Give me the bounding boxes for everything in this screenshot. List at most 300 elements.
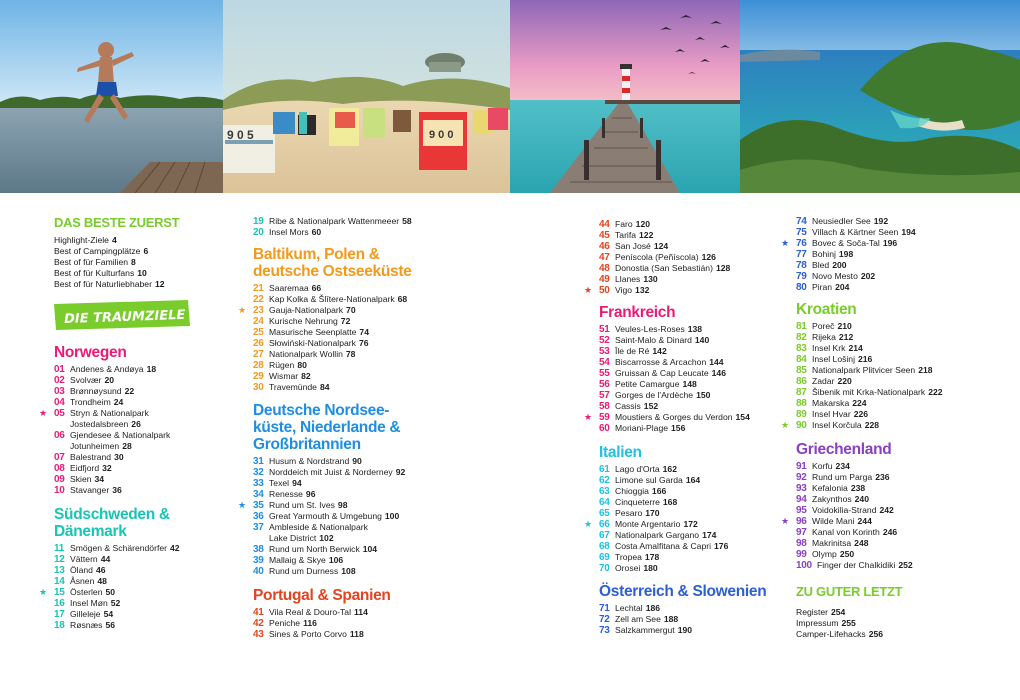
toc-entry: [599, 475, 779, 486]
toc-entry-title: Piran: [812, 282, 833, 292]
toc-entry-page: 28: [122, 441, 132, 452]
toc-entry-page: 210: [837, 321, 852, 332]
toc-entry: [253, 607, 463, 618]
toc-entry-page: 216: [858, 354, 873, 365]
toc-entry-page: 255: [841, 618, 856, 629]
portugal-list-continued: [584, 219, 779, 296]
toc-entry-title: Makrinitsa: [812, 538, 852, 549]
toc-entry-number: 57: [599, 390, 610, 402]
toc-entry-title: Insel Krk: [812, 343, 846, 354]
toc-entry-number: 02: [54, 375, 65, 387]
toc-entry: [54, 397, 229, 408]
toc-entry-title: Saint-Malo & Dinard: [615, 335, 692, 346]
toc-entry: [253, 349, 463, 360]
toc-entry-page: 196: [882, 238, 898, 248]
toc-entry: [599, 252, 779, 263]
toc-entry-title: Monte Argentario: [615, 519, 681, 530]
toc-entry: [54, 386, 229, 397]
toc-entry-page: 84: [319, 382, 330, 393]
toc-entry-page: 44: [100, 554, 111, 565]
toc-entry: [796, 494, 1001, 505]
toc-entry: [796, 472, 1001, 483]
toc-entry-number: 46: [599, 241, 610, 252]
toc-entry: [796, 398, 1001, 409]
toc-entry: [796, 483, 1001, 494]
toc-entry-page: 228: [864, 420, 880, 431]
toc-entry-number: 73: [599, 625, 610, 637]
toc-entry-number: 41: [253, 607, 264, 619]
toc-entry-title: Wismar: [269, 371, 299, 382]
toc-entry-title: Zadar: [812, 376, 835, 387]
toc-entry-title: Balestrand: [70, 452, 112, 463]
toc-entry: [253, 338, 463, 349]
toc-entry-page: 128: [715, 263, 731, 273]
toc-entry-title: Neusiedler See: [812, 216, 871, 226]
toc-entry-page: 168: [662, 497, 678, 508]
toc-entry: [796, 629, 1001, 640]
toc-entry-page: 192: [873, 216, 889, 226]
toc-entry-title: Šibenik mit Krka-Nationalpark: [812, 387, 926, 398]
toc-entry-page: 138: [687, 324, 703, 335]
toc-entry-page: 174: [702, 530, 717, 541]
toc-entry-page: 6: [143, 246, 149, 257]
toc-entry: [584, 519, 779, 531]
svg-text:9 0 5: 9 0 5: [227, 128, 254, 142]
toc-entry-number: 94: [796, 494, 807, 506]
toc-entry-page: 120: [635, 219, 651, 229]
toc-entry-page: 146: [711, 368, 726, 379]
intro-heading: DAS BESTE ZUERST: [54, 215, 180, 230]
toc-entry: [599, 464, 779, 475]
toc-entry-page: 162: [662, 464, 677, 475]
toc-entry-title: Masurische Seenplatte: [269, 327, 357, 338]
toc-entry-title: Smögen & Schärendörfer: [70, 543, 167, 554]
toc-entry-title: Register: [796, 607, 828, 618]
toc-column-1: [39, 215, 229, 632]
toc-entry: [253, 522, 463, 533]
portugal-heading: Portugal & Spanien: [253, 587, 391, 605]
toc-entry-number: 77: [796, 249, 807, 260]
toc-entry-number: 64: [599, 497, 610, 509]
toc-entry-number: 05: [54, 408, 65, 420]
toc-entry-number: 55: [599, 368, 610, 380]
toc-entry: [54, 554, 229, 565]
baltikum-heading-line1: Baltikum, Polen &: [253, 246, 380, 263]
toc-entry-title: Stavanger: [70, 485, 110, 496]
toc-entry: [253, 382, 463, 393]
toc-entry-number: 81: [796, 321, 807, 333]
toc-entry-number: 85: [796, 365, 807, 377]
toc-entry-number: 96: [796, 516, 807, 528]
toc-entry-page: 238: [850, 483, 866, 494]
toc-entry-title: Öland: [70, 565, 93, 576]
toc-entry-number: 88: [796, 398, 807, 410]
toc-entry-title: Österlen: [70, 587, 103, 598]
toc-column-3: [584, 219, 779, 637]
toc-entry: [599, 486, 779, 497]
toc-entry-title: Travemünde: [269, 382, 317, 393]
toc-entry-title: Gorges de l'Ardèche: [615, 390, 694, 401]
toc-entry-title: Brønnøysund: [70, 386, 122, 397]
baltikum-heading-line2: deutsche Ostseeküste: [253, 263, 412, 281]
toc-entry-page: 106: [328, 555, 344, 566]
toc-entry: [796, 216, 1001, 227]
portugal-list: [253, 607, 463, 640]
toc-entry-number: 86: [796, 376, 807, 388]
toc-entry-number: 21: [253, 283, 264, 295]
intro-list: [54, 235, 229, 290]
suedschweden-list-continued: [253, 216, 463, 238]
toc-entry-page: 116: [303, 618, 317, 629]
kroatien-heading: Kroatien: [796, 301, 857, 318]
toc-entry: [599, 552, 779, 563]
toc-entry: [238, 305, 463, 317]
norwegen-list: [39, 364, 229, 497]
toc-entry: [253, 316, 463, 327]
star-icon: ★: [781, 516, 790, 527]
toc-entry-page: 34: [94, 474, 105, 485]
toc-entry-number: 97: [796, 527, 807, 539]
toc-entry-number: 62: [599, 475, 610, 487]
toc-entry-page: 256: [868, 629, 884, 640]
toc-entry-number: 69: [599, 552, 610, 564]
toc-entry-title: Ambleside & Nationalpark: [269, 522, 368, 533]
photo-lighthouse-jetty: [510, 0, 740, 193]
toc-entry: [796, 354, 1001, 365]
toc-entry-number: 78: [796, 260, 807, 271]
toc-entry-number: 98: [796, 538, 807, 550]
toc-entry-page: 170: [645, 508, 660, 519]
toc-entry-number: 38: [253, 544, 264, 556]
toc-entry-number: 03: [54, 386, 65, 398]
toc-entry-title: Peníscola (Peñíscola): [615, 252, 699, 262]
toc-entry-number: 16: [54, 598, 65, 610]
toc-entry-number: 04: [54, 397, 65, 409]
toc-entry-page: 172: [683, 519, 698, 530]
toc-entry: [253, 294, 463, 305]
toc-entry-page: 24: [113, 397, 124, 408]
toc-entry-page: 76: [358, 338, 369, 349]
toc-entry-number: 92: [796, 472, 807, 484]
toc-entry-page: 108: [341, 566, 356, 577]
toc-entry-title: Åsnen: [70, 576, 95, 587]
toc-entry: [54, 576, 229, 587]
toc-entry-page: 148: [682, 379, 697, 390]
toc-entry-title: Insel Korčula: [812, 420, 862, 431]
toc-entry-title: Faro: [615, 219, 633, 229]
toc-entry: [796, 343, 1001, 354]
toc-entry-number: 19: [253, 216, 264, 227]
nordsee-heading-line3: Großbritannien: [253, 436, 361, 454]
toc-entry-title: Svolvær: [70, 375, 102, 386]
toc-entry-page: 144: [709, 357, 724, 368]
toc-entry-title: Gruissan & Cap Leucate: [615, 368, 709, 379]
toc-entry-number: 36: [253, 511, 264, 523]
toc-entry-title-line2: Lake District: [269, 533, 317, 544]
toc-entry-number: 54: [599, 357, 610, 369]
toc-entry: [796, 249, 1001, 260]
toc-entry-title: Saaremaa: [269, 283, 309, 294]
toc-entry-number: 87: [796, 387, 807, 399]
toc-entry-title: Nationalpark Plitvicer Seen: [812, 365, 916, 376]
toc-entry-title: Pesaro: [615, 508, 643, 519]
toc-entry-title: Moustiers & Gorges du Verdon: [615, 412, 733, 423]
toc-entry: [54, 485, 229, 496]
photo-coast-headland: [740, 0, 1020, 193]
toc-entry: [599, 241, 779, 252]
toc-entry-title: Salzkammergut: [615, 625, 675, 636]
toc-entry-number: 12: [54, 554, 65, 566]
toc-entry-page: 26: [131, 419, 141, 430]
toc-entry: [599, 563, 779, 574]
toc-entry-title: Rijeka: [812, 332, 836, 343]
toc-entry: [599, 230, 779, 241]
toc-entry-title: Vigo: [615, 285, 633, 295]
frankreich-list: [584, 324, 779, 435]
toc-entry-page: 126: [701, 252, 716, 262]
toc-entry-page: 150: [696, 390, 711, 401]
toc-entry-page: 212: [838, 332, 854, 343]
toc-entry: [599, 625, 779, 636]
toc-entry-number: 25: [253, 327, 264, 339]
toc-entry-title: Nationalpark Wollin: [269, 349, 343, 360]
toc-entry-number: 43: [253, 629, 264, 641]
toc-entry-title: Rund um Parga: [812, 472, 873, 483]
toc-entry-title: Best of für Familien: [54, 257, 129, 268]
star-icon: ★: [781, 420, 790, 431]
toc-entry-title: Husum & Nordstrand: [269, 456, 350, 467]
toc-entry: [796, 409, 1001, 420]
toc-entry: [796, 376, 1001, 387]
toc-entry-title-line2: Jostedalsbreen: [70, 419, 129, 430]
toc-entry-title: Chioggia: [615, 486, 649, 497]
toc-entry-page: 226: [853, 409, 869, 420]
toc-entry-number: 44: [599, 219, 610, 230]
toc-entry-title: Insel Møn: [70, 598, 108, 609]
toc-entry-number: 72: [599, 614, 610, 626]
toc-entry: [54, 257, 229, 268]
toc-entry-title: Lago d'Orta: [615, 464, 660, 475]
toc-entry-title-line2: Jotunheimen: [70, 441, 120, 452]
toc-entry-title: Rund um Durness: [269, 566, 339, 577]
star-icon: ★: [238, 500, 247, 511]
toc-entry-title: Wilde Mani: [812, 516, 855, 527]
toc-entry-title: Zell am See: [615, 614, 661, 625]
toc-entry: [253, 456, 463, 467]
toc-entry: [781, 238, 1001, 249]
toc-entry-title: San José: [615, 241, 651, 251]
toc-entry-number: 47: [599, 252, 610, 263]
toc-entry: [54, 452, 229, 463]
toc-entry-number: 90: [796, 420, 807, 432]
toc-entry-title: Kefalonia: [812, 483, 848, 494]
toc-entry-number: 75: [796, 227, 807, 238]
toc-entry-title: Rund um St. Ives: [269, 500, 335, 511]
toc-entry-number: 53: [599, 346, 610, 358]
griechenland-heading: Griechenland: [796, 441, 892, 459]
toc-entry-page: 132: [635, 285, 650, 295]
toc-entry-title: Moriani-Plage: [615, 423, 669, 434]
toc-entry-number: 23: [253, 305, 264, 317]
toc-entry: [599, 274, 779, 285]
toc-entry-title: Texel: [269, 478, 290, 489]
toc-entry-page: 224: [852, 398, 867, 409]
griechenland-list: [781, 461, 1001, 572]
toc-entry: [253, 371, 463, 382]
toc-entry: [796, 607, 1001, 618]
toc-entry: [796, 332, 1001, 343]
toc-entry-page: 180: [643, 563, 658, 574]
traumziele-banner-text: DIE TRAUMZIELE: [63, 308, 186, 328]
toc-entry-number: 13: [54, 565, 65, 577]
toc-entry-page: 92: [395, 467, 406, 478]
toc-entry-page: 202: [860, 271, 876, 281]
toc-entry-page: 252: [898, 560, 913, 571]
toc-entry-number: 09: [54, 474, 65, 486]
toc-entry-page: 78: [345, 349, 356, 360]
toc-entry-title: Villach & Kärtner Seen: [812, 227, 899, 237]
toc-entry-title: Bled: [812, 260, 830, 270]
toc-entry-page: 114: [354, 607, 368, 618]
toc-entry: [54, 609, 229, 620]
toc-entry: [796, 365, 1001, 376]
italien-heading: Italien: [599, 444, 642, 462]
toc-entry-page: 246: [882, 527, 898, 538]
star-icon: ★: [39, 587, 48, 598]
toc-entry-title: Novo Mesto: [812, 271, 858, 281]
toc-entry-number: 99: [796, 549, 807, 561]
toc-entry: [253, 555, 463, 566]
toc-entry: [599, 401, 779, 412]
toc-entry-page: 124: [653, 241, 669, 251]
toc-entry-page: 74: [359, 327, 369, 338]
toc-entry-title: Bovec & Soča-Tal: [812, 238, 880, 248]
suedschweden-list: [39, 543, 229, 632]
toc-entry: [54, 235, 229, 246]
toc-entry-page: 32: [102, 463, 112, 474]
toc-column-2: [238, 216, 463, 641]
toc-entry: [796, 549, 1001, 560]
star-icon: ★: [584, 412, 593, 423]
traumziele-banner: [54, 300, 190, 330]
toc-entry-number: 40: [253, 566, 264, 578]
photo-beach-chairs: [223, 0, 510, 193]
toc-entry-title: Insel Hvar: [812, 409, 851, 420]
toc-entry-title: Vila Real & Douro-Tal: [269, 607, 351, 618]
toc-entry: [599, 324, 779, 335]
toc-entry-number: 51: [599, 324, 610, 336]
toc-entry-number: 17: [54, 609, 65, 621]
toc-entry-page: 122: [639, 230, 654, 240]
toc-entry-page: 152: [643, 401, 659, 412]
toc-entry-title: Île de Ré: [615, 346, 650, 357]
toc-entry: [796, 538, 1001, 549]
toc-entry-number: 56: [599, 379, 610, 391]
toc-entry-page: 70: [346, 305, 356, 316]
toc-entry-number: 82: [796, 332, 807, 344]
toc-entry: [599, 614, 779, 625]
toc-entry: [54, 474, 229, 485]
photo-strip: [0, 0, 1020, 193]
toc-entry-number: 32: [253, 467, 264, 479]
toc-entry-page: 18: [146, 364, 157, 375]
toc-entry-title: Skien: [70, 474, 92, 485]
toc-entry-title: Best of für Kulturfans: [54, 268, 135, 279]
toc-entry-title: Stryn & Nationalpark: [70, 408, 149, 419]
toc-entry-title: Røsnæs: [70, 620, 103, 631]
toc-entry: [796, 321, 1001, 332]
toc-entry-title: Eidfjord: [70, 463, 100, 474]
toc-entry-title: Olymp: [812, 549, 837, 560]
toc-entry-page: 236: [875, 472, 890, 483]
toc-entry-title: Poreč: [812, 321, 835, 332]
toc-entry-page: 60: [311, 227, 322, 237]
toc-entry-title: Biscarrosse & Arcachon: [615, 357, 707, 368]
toc-entry-title: Kurische Nehrung: [269, 316, 338, 327]
toc-entry-number: 79: [796, 271, 807, 282]
toc-entry-title: Finger der Chalkidiki: [817, 560, 896, 571]
toc-entry-page: 36: [112, 485, 122, 496]
toc-entry: [599, 508, 779, 519]
toc-entry: [599, 357, 779, 368]
toc-entry: [781, 516, 1001, 528]
toc-entry: [796, 505, 1001, 516]
toc-entry-page: 100: [384, 511, 400, 522]
toc-entry-page: 200: [832, 260, 847, 270]
toc-entry-number: 39: [253, 555, 264, 567]
toc-entry: [599, 541, 779, 552]
toc-entry-title: Best of Campingplätze: [54, 246, 141, 257]
toc-entry-page: 46: [95, 565, 106, 576]
toc-entry: [599, 390, 779, 401]
toc-entry-number: 01: [54, 364, 65, 376]
toc-entry: [796, 461, 1001, 472]
toc-entry-page: 8: [131, 257, 136, 268]
toc-entry: [253, 478, 463, 489]
toc-entry-page: 82: [301, 371, 311, 382]
toc-entry-page: 20: [104, 375, 115, 386]
toc-entry-title: Petite Camargue: [615, 379, 680, 390]
toc-entry-page: 58: [402, 216, 412, 226]
toc-entry-page: 12: [154, 279, 165, 290]
toc-entry: [253, 327, 463, 338]
star-icon: ★: [39, 408, 48, 419]
toc-entry-title: Llanes: [615, 274, 641, 284]
toc-entry: [54, 268, 229, 279]
toc-entry: [54, 364, 229, 375]
norwegen-heading: Norwegen: [54, 344, 127, 362]
toc-entry-page: 52: [110, 598, 121, 609]
toc-entry-page: 118: [349, 629, 364, 640]
toc-entry: [253, 227, 463, 238]
toc-entry-page: 234: [835, 461, 850, 472]
toc-entry: [599, 346, 779, 357]
oesterreich-heading: Österreich & Slowenien: [599, 583, 767, 601]
toc-entry-page: 244: [857, 516, 872, 527]
toc-entry-number: 42: [253, 618, 264, 630]
toc-entry: [253, 216, 463, 227]
star-icon: ★: [238, 305, 247, 316]
toc-entry: [253, 544, 463, 555]
toc-column-4: [781, 216, 1001, 640]
toc-entry-title: Highlight-Ziele: [54, 235, 109, 246]
toc-entry-number: 68: [599, 541, 610, 553]
toc-entry-page: 50: [105, 587, 116, 598]
toc-entry-page: 48: [97, 576, 107, 587]
toc-entry-title: Best of für Naturliebhaber: [54, 279, 152, 290]
toc-entry-number: 93: [796, 483, 807, 495]
toc-entry-title: Sines & Porto Corvo: [269, 629, 347, 640]
